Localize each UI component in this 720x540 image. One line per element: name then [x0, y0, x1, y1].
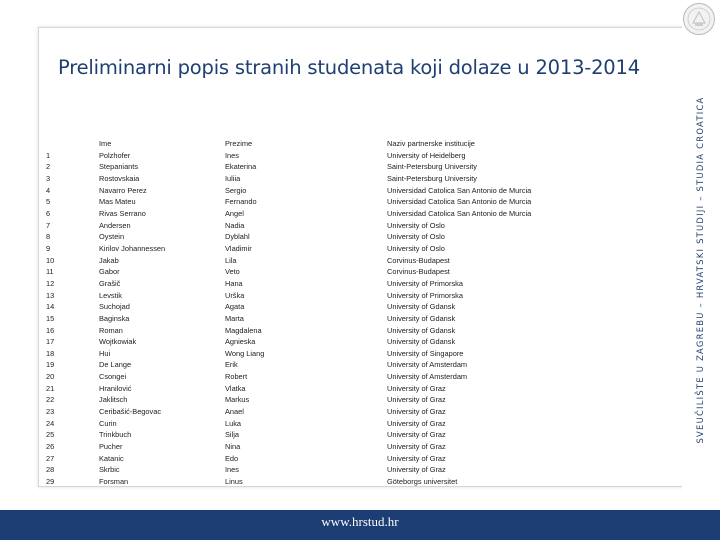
cell-number: 2 [46, 162, 51, 172]
cell-number: 11 [46, 267, 54, 277]
table-row [40, 255, 687, 267]
cell-last-name: Sergio [225, 185, 247, 195]
cell-institution: University of Graz [387, 407, 446, 417]
table-row [40, 348, 687, 360]
table-row [40, 371, 687, 383]
cell-last-name: Lila [225, 255, 237, 265]
cell-first-name: Forsman [99, 477, 129, 487]
table-row [40, 359, 687, 371]
cell-number: 21 [46, 383, 55, 393]
cell-last-name: Edo [225, 453, 239, 463]
cell-first-name: Stepaniants [99, 162, 139, 172]
cell-first-name: Oystein [99, 232, 125, 242]
cell-number: 1 [46, 150, 51, 160]
table-row [40, 220, 687, 232]
cell-last-name: Agata [225, 302, 245, 312]
cell-last-name: Agnieska [225, 337, 256, 347]
cell-first-name: Hranilović [99, 383, 132, 393]
cell-number: 24 [46, 418, 55, 428]
cell-institution: Universidad Catolica San Antonio de Murcia [387, 185, 532, 195]
cell-last-name: Urška [225, 290, 245, 300]
cell-last-name: Magdalena [225, 325, 262, 335]
cell-institution: University of Primorska [387, 278, 463, 288]
table-header-row [40, 138, 687, 150]
cell-institution: University of Graz [387, 430, 446, 440]
cell-institution: University of Graz [387, 453, 446, 463]
cell-first-name: Skrbic [99, 465, 120, 475]
cell-institution: University of Gdansk [387, 337, 456, 347]
cell-last-name: Silja [225, 430, 239, 440]
cell-first-name: Wojtkowiak [99, 337, 137, 347]
cell-number: 13 [46, 290, 55, 300]
cell-number: 5 [46, 197, 51, 207]
cell-last-name: Veto [225, 267, 240, 277]
cell-number: 15 [46, 313, 55, 323]
cell-first-name: Jakab [99, 255, 119, 265]
cell-number: 7 [46, 220, 51, 230]
header-institution: Naziv partnerske institucije [387, 139, 475, 148]
cell-last-name: Ekaterina [225, 162, 257, 172]
table-row [40, 464, 687, 476]
cell-institution: Universidad Catolica San Antonio de Murcia [387, 197, 532, 207]
cell-institution: University of Singapore [387, 348, 464, 358]
cell-number: 10 [46, 255, 55, 265]
cell-last-name: Nina [225, 442, 241, 452]
cell-first-name: Rostovskaia [99, 173, 140, 183]
cell-last-name: Vladimir [225, 243, 252, 253]
table-row [40, 290, 687, 302]
cell-last-name: Nadia [225, 220, 245, 230]
table-row [40, 278, 687, 290]
cell-first-name: Ceribašić-Begovac [99, 407, 162, 417]
cell-institution: Saint-Petersburg University [387, 162, 477, 172]
table-row [40, 208, 687, 220]
table-row [40, 301, 687, 313]
cell-institution: University of Gdansk [387, 313, 456, 323]
header-number [40, 138, 99, 150]
cell-institution: University of Heidelberg [387, 150, 466, 160]
table-row [40, 231, 687, 243]
cell-institution: University of Graz [387, 383, 446, 393]
cell-institution: University of Gdansk [387, 302, 456, 312]
page-title: Preliminarni popis stranih studenata koji dolaze u 2013-2014 [58, 56, 640, 79]
cell-first-name: Csongei [99, 372, 127, 382]
cell-number: 12 [46, 278, 55, 288]
cell-institution: University of Oslo [387, 243, 445, 253]
cell-number: 23 [46, 407, 55, 417]
cell-institution: University of Graz [387, 442, 446, 452]
cell-last-name: Robert [225, 372, 248, 382]
cell-number: 20 [46, 372, 55, 382]
table-row [40, 313, 687, 325]
cell-number: 26 [46, 442, 55, 452]
cell-number: 8 [46, 232, 51, 242]
table-row [40, 394, 687, 406]
cell-institution: Corvinus-Budapest [387, 267, 450, 277]
cell-first-name: Grašič [99, 278, 121, 288]
table-row [40, 266, 687, 278]
cell-last-name: Dyblahl [225, 232, 250, 242]
cell-last-name: Erik [225, 360, 238, 370]
cell-first-name: Levstik [99, 290, 123, 300]
cell-first-name: Hui [99, 348, 111, 358]
cell-first-name: Pucher [99, 442, 123, 452]
student-list-table [40, 138, 687, 488]
cell-last-name: Fernando [225, 197, 257, 207]
cell-first-name: Polzhofer [99, 150, 131, 160]
cell-first-name: Rivas Serrano [99, 208, 146, 218]
table-body [40, 150, 687, 488]
cell-institution: University of Oslo [387, 232, 445, 242]
cell-institution: Corvinus-Budapest [387, 255, 450, 265]
cell-institution: University of Amsterdam [387, 360, 468, 370]
table-row [40, 161, 687, 173]
table-row [40, 429, 687, 441]
cell-last-name: Vlatka [225, 383, 246, 393]
cell-number: 22 [46, 395, 55, 405]
table-row [40, 383, 687, 395]
table-row [40, 418, 687, 430]
cell-number: 6 [46, 208, 51, 218]
sidebar-university-name: SVEUČILIŠTE U ZAGREBU – HRVATSKI STUDIJI – STUDIA CROATICA [695, 96, 705, 444]
cell-number: 25 [46, 430, 55, 440]
cell-last-name: Ines [225, 465, 239, 475]
footer-url-link[interactable]: www.hrstud.hr [321, 514, 399, 529]
table-row [40, 173, 687, 185]
cell-institution: University of Gdansk [387, 325, 456, 335]
cell-institution: Universidad Catolica San Antonio de Murcia [387, 208, 532, 218]
cell-number: 9 [46, 243, 51, 253]
cell-first-name: Jaklitsch [99, 395, 128, 405]
cell-first-name: Mas Mateu [99, 197, 136, 207]
cell-number: 16 [46, 325, 55, 335]
header-last-name: Prezime [225, 139, 253, 148]
cell-institution: University of Oslo [387, 220, 445, 230]
table-row [40, 150, 687, 162]
cell-first-name: Suchojad [99, 302, 130, 312]
university-seal-icon [682, 2, 716, 36]
cell-last-name: Angel [225, 208, 244, 218]
cell-first-name: Katanic [99, 453, 124, 463]
cell-institution: Göteborgs universitet [387, 477, 458, 487]
header-first-name: Ime [99, 139, 112, 148]
cell-institution: University of Primorska [387, 290, 463, 300]
cell-number: 4 [46, 185, 51, 195]
cell-first-name: Andersen [99, 220, 131, 230]
table-row [40, 185, 687, 197]
cell-number: 3 [46, 173, 51, 183]
cell-first-name: Baginska [99, 313, 130, 323]
cell-number: 27 [46, 453, 55, 463]
cell-institution: University of Graz [387, 418, 446, 428]
cell-last-name: Ines [225, 150, 239, 160]
cell-number: 28 [46, 465, 55, 475]
cell-institution: University of Graz [387, 465, 446, 475]
table-row [40, 441, 687, 453]
cell-first-name: Kirilov Johannessen [99, 243, 166, 253]
cell-first-name: Roman [99, 325, 123, 335]
cell-last-name: Iuliia [225, 173, 241, 183]
cell-first-name: Gabor [99, 267, 120, 277]
cell-number: 17 [46, 337, 55, 347]
cell-first-name: Navarro Perez [99, 185, 147, 195]
cell-last-name: Markus [225, 395, 250, 405]
table-row [40, 196, 687, 208]
cell-first-name: Trinkbuch [99, 430, 132, 440]
table-row [40, 243, 687, 255]
table-row [40, 476, 687, 488]
cell-last-name: Luka [225, 418, 242, 428]
cell-last-name: Linus [225, 477, 243, 487]
cell-institution: University of Graz [387, 395, 446, 405]
table-row [40, 336, 687, 348]
cell-last-name: Hana [225, 278, 243, 288]
cell-last-name: Anael [225, 407, 244, 417]
table-row [40, 406, 687, 418]
table-row [40, 453, 687, 465]
cell-last-name: Marta [225, 313, 244, 323]
cell-last-name: Wong Liang [225, 348, 265, 358]
table-row [40, 325, 687, 337]
cell-number: 18 [46, 348, 55, 358]
cell-first-name: De Lange [99, 360, 132, 370]
cell-institution: Saint-Petersburg University [387, 173, 477, 183]
cell-first-name: Curin [99, 418, 117, 428]
cell-institution: University of Amsterdam [387, 372, 468, 382]
cell-number: 14 [46, 302, 55, 312]
cell-number: 29 [46, 477, 55, 487]
cell-number: 19 [46, 360, 55, 370]
